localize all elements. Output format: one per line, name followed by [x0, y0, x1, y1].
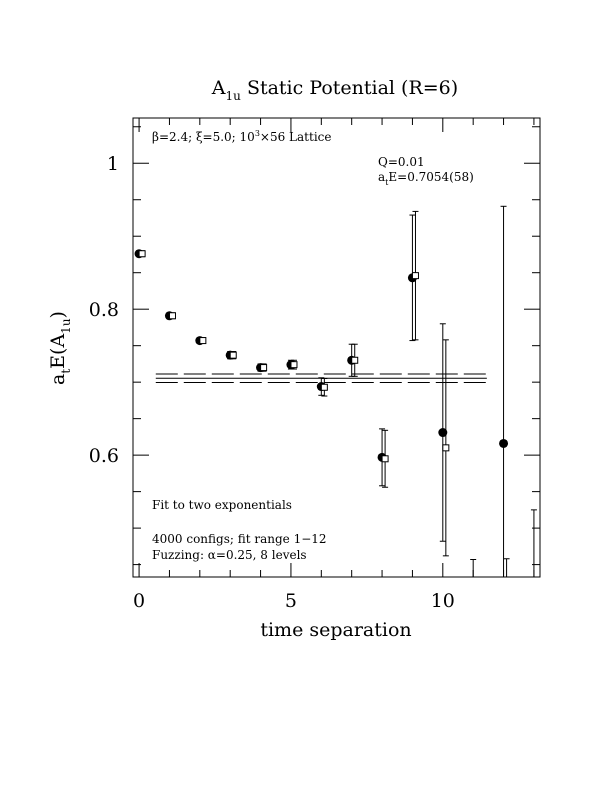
data-point-square: [443, 445, 449, 451]
annotation-lattice: [152, 129, 331, 144]
annotation-lattice-beta: β=2.4;: [152, 130, 196, 144]
chart-title: [211, 77, 458, 103]
data-point-square: [139, 251, 145, 257]
data-point-square: [261, 365, 267, 371]
annotation-energy-subscript: t: [385, 178, 389, 187]
y-axis-label: [47, 311, 73, 385]
annotation-lattice-rest: ×56 Lattice: [259, 130, 332, 144]
y-axis-label-a: a: [47, 373, 69, 385]
annotation-energy-a: a: [378, 170, 386, 184]
y-axis-label-subscript-t: t: [59, 368, 73, 374]
data-point-square: [169, 313, 175, 319]
data-point-square: [412, 273, 418, 279]
y-axis-label-subscript-1u: 1u: [59, 318, 73, 334]
data-points: [135, 206, 537, 577]
annotation-energy-rest: E=0.7054(58): [388, 170, 474, 184]
data-point-square: [352, 357, 358, 363]
chart-title-rest: Static Potential (R=6): [240, 77, 459, 99]
annotation-lattice-superscript: 3: [254, 129, 260, 138]
annotation-fit-type: Fit to two exponentials: [152, 498, 292, 512]
y-tick-label: 1: [106, 153, 119, 176]
chart-title-main: A: [211, 77, 226, 99]
y-tick-label: 0.8: [88, 299, 119, 322]
annotation-fuzzing: Fuzzing: α=0.25, 8 levels: [152, 548, 307, 562]
data-point-square: [321, 384, 327, 390]
annotation-configs: 4000 configs; fit range 1−12: [152, 532, 327, 546]
annotation-energy: [378, 170, 474, 187]
annotation-lattice-xi: ξ=5.0; 10: [195, 130, 255, 144]
y-axis-label-mid: E(A: [47, 333, 69, 369]
annotation-q: Q=0.01: [378, 155, 425, 169]
y-axis-label-end: ): [47, 311, 69, 319]
x-tick-label: 5: [284, 590, 297, 612]
data-point-circle: [499, 439, 508, 448]
x-tick-label: 10: [430, 590, 455, 612]
chart-title-subscript: 1u: [225, 89, 241, 103]
x-axis-label: time separation: [260, 619, 412, 641]
y-tick-label: 0.6: [88, 445, 119, 468]
data-point-square: [230, 352, 236, 358]
data-point-square: [291, 362, 297, 368]
data-point-square: [382, 456, 388, 462]
x-tick-label: 0: [133, 590, 146, 612]
data-point-square: [200, 338, 206, 344]
